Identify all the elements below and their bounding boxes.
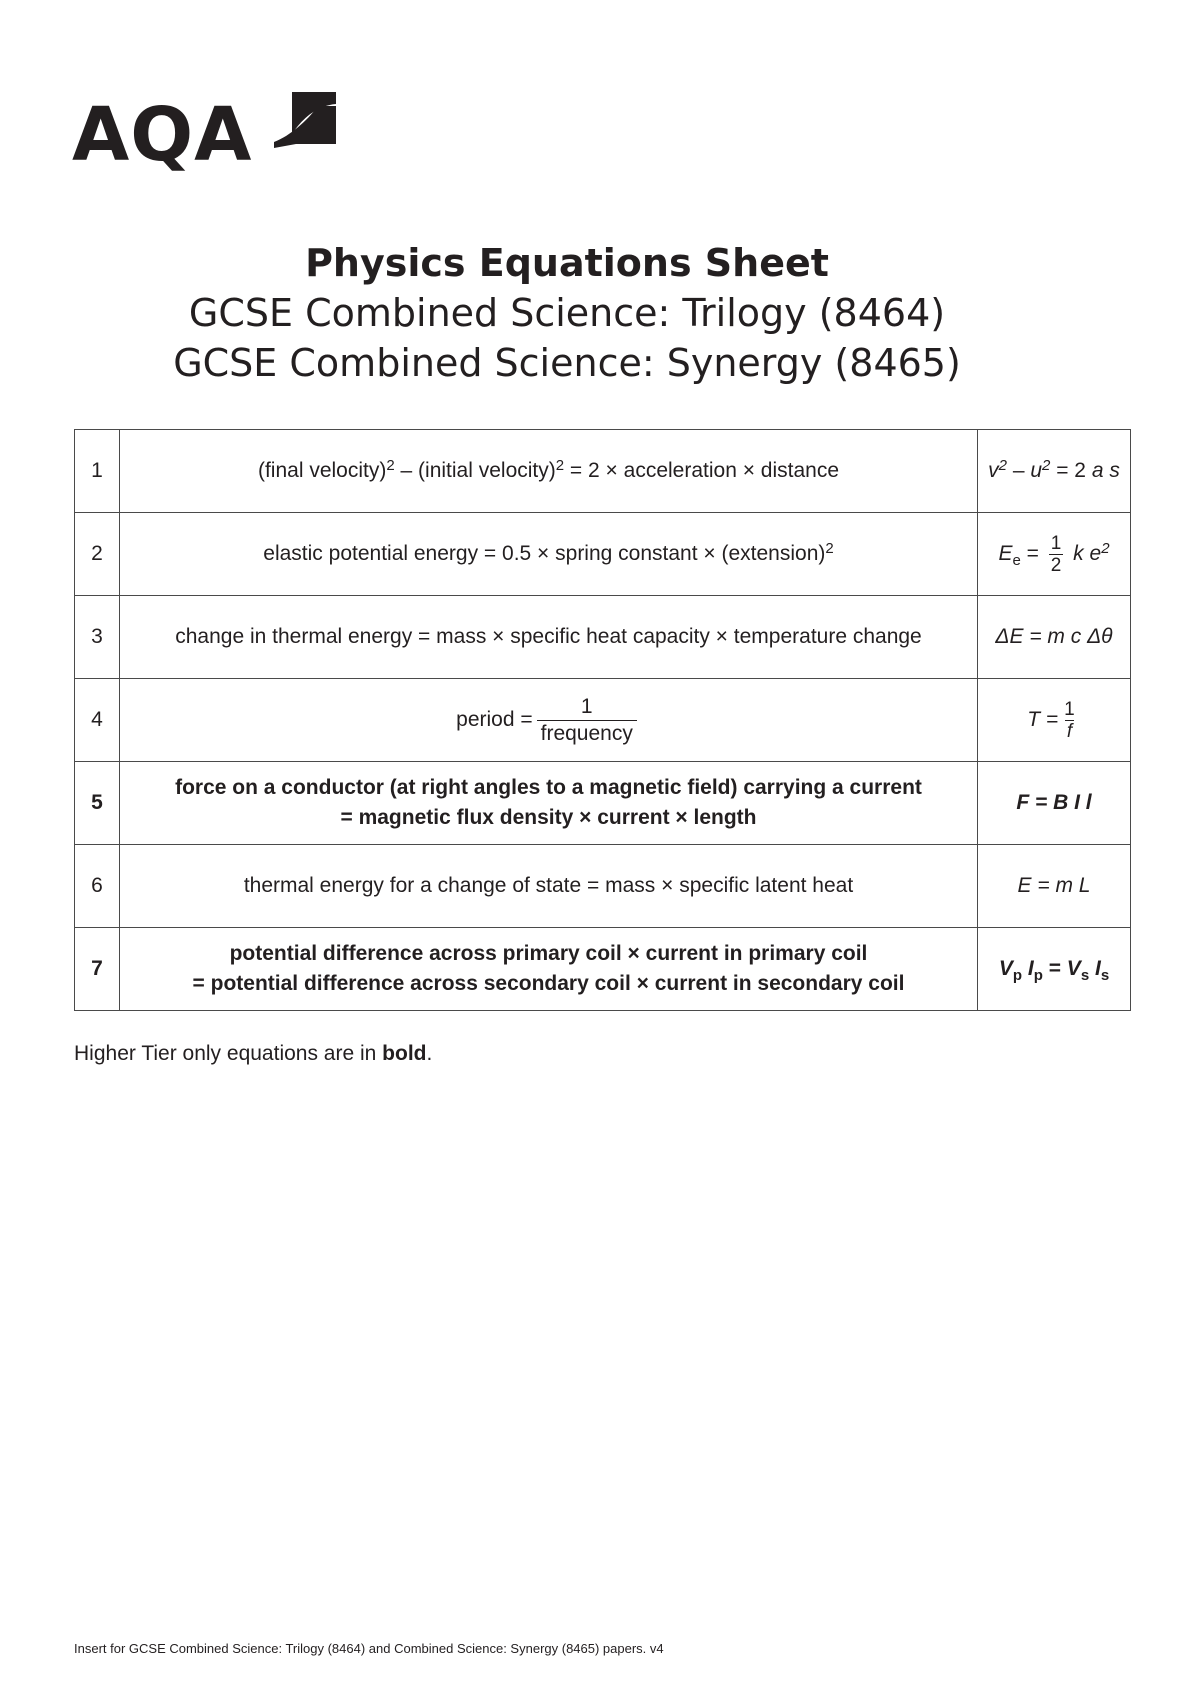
equations-table	[74, 429, 1131, 1011]
higher-tier-note: Higher Tier only equations are in bold.	[74, 1042, 433, 1065]
equation-number: 6	[75, 845, 120, 928]
word-equation: thermal energy for a change of state = mass × specific latent heat	[120, 845, 978, 928]
symbol-equation: T = $\frac{1}{f}$	[978, 679, 1131, 762]
word-equation: change in thermal energy = mass × specific heat capacity × temperature change	[120, 596, 978, 679]
equation-row	[75, 679, 1131, 762]
equation-number: 2	[75, 513, 120, 596]
equation-number: 4	[75, 679, 120, 762]
equation-row	[75, 845, 1131, 928]
equation-row	[75, 430, 1131, 513]
page-subtitle-trilogy: GCSE Combined Science: Trilogy (8464)	[188, 291, 946, 335]
word-equation: period = $\frac{1}{\text{frequency}}$	[120, 679, 978, 762]
symbol-equation: $v^2 - u^2 = 2$ a s	[978, 430, 1131, 513]
logo-text: AQA	[72, 92, 253, 178]
equation-number: 7	[75, 928, 120, 1011]
word-equation: potential difference across primary coil × current in primary coil = potential difference across secondary coil × current in secondary coil	[120, 928, 978, 1011]
equation-row	[75, 762, 1131, 845]
equation-row	[75, 596, 1131, 679]
equation-row	[75, 928, 1131, 1011]
symbol-equation: E = m L	[978, 845, 1131, 928]
page-subtitle-synergy: GCSE Combined Science: Synergy (8465)	[173, 341, 961, 385]
word-equation: force on a conductor (at right angles to a magnetic field) carrying a current = magnetic flux density × current × length	[120, 762, 978, 845]
page-footer: Insert for GCSE Combined Science: Trilogy (8464) and Combined Science: Synergy (8465) papers. v4	[74, 1641, 664, 1656]
equation-number: 5	[75, 762, 120, 845]
equation-number: 1	[75, 430, 120, 513]
symbol-equation: ΔE = m c Δθ	[978, 596, 1131, 679]
leaf-icon	[274, 92, 336, 154]
word-equation: elastic potential energy = 0.5 × spring constant × (extension)$^2$	[120, 513, 978, 596]
symbol-equation: $E_e$ = $\frac{1}{2}$ k $e^2$	[978, 513, 1131, 596]
equation-row	[75, 513, 1131, 596]
symbol-equation: $V_p$ $I_p = V_s$ $I_s$	[978, 928, 1131, 1011]
word-equation: (final velocity)$^2$ – (initial velocity)$^2$ = 2 × acceleration × distance	[120, 430, 978, 513]
title-block	[0, 238, 1134, 388]
symbol-equation: F = B I l	[978, 762, 1131, 845]
equation-number: 3	[75, 596, 120, 679]
page-title: Physics Equations Sheet	[305, 241, 829, 285]
aqa-logo	[72, 88, 342, 183]
